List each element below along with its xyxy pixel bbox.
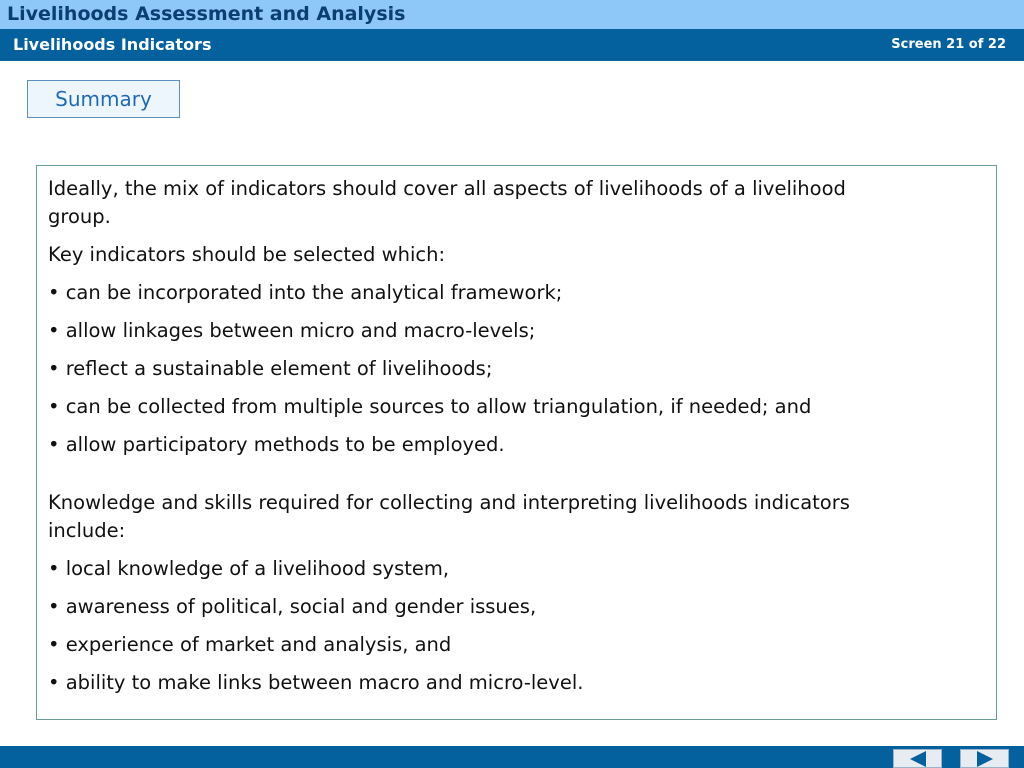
list-item: • reflect a sustainable element of livelihoods; xyxy=(48,357,493,380)
triangle-left-icon xyxy=(910,751,926,767)
paragraph-spacer xyxy=(48,459,985,489)
section-title-box xyxy=(27,80,180,118)
list-item: • experience of market and analysis, and xyxy=(48,633,452,656)
course-title-bar xyxy=(0,0,1024,29)
section-title: Summary xyxy=(55,87,152,111)
triangle-right-icon xyxy=(977,751,993,767)
back-button[interactable] xyxy=(893,749,942,768)
list-item: • local knowledge of a livelihood system, xyxy=(48,557,450,580)
list-item: • allow linkages between micro and macro-levels; xyxy=(48,319,536,342)
key-indicators-heading: Key indicators should be selected which: xyxy=(48,243,446,266)
footer-bar xyxy=(0,746,1024,768)
skills-line-2: include: xyxy=(48,519,126,542)
skills-line-1: Knowledge and skills required for collecting and interpreting livelihoods indicators xyxy=(48,491,850,514)
screen-counter: Screen 21 of 22 xyxy=(891,37,1006,52)
module-title-bar xyxy=(0,29,1024,61)
intro-line-1: Ideally, the mix of indicators should cover all aspects of livelihoods of a livelihood xyxy=(48,177,846,200)
list-item: • ability to make links between macro and micro-level. xyxy=(48,671,584,694)
course-title: Livelihoods Assessment and Analysis xyxy=(7,3,406,25)
list-item: • allow participatory methods to be employed. xyxy=(48,433,505,456)
list-item: • awareness of political, social and gender issues, xyxy=(48,595,537,618)
list-item: • can be incorporated into the analytical framework; xyxy=(48,281,563,304)
intro-line-2: group. xyxy=(48,205,111,228)
next-button[interactable] xyxy=(960,749,1009,768)
list-item: • can be collected from multiple sources to allow triangulation, if needed; and xyxy=(48,395,812,418)
summary-content-box xyxy=(36,165,997,720)
module-title: Livelihoods Indicators xyxy=(13,35,212,54)
